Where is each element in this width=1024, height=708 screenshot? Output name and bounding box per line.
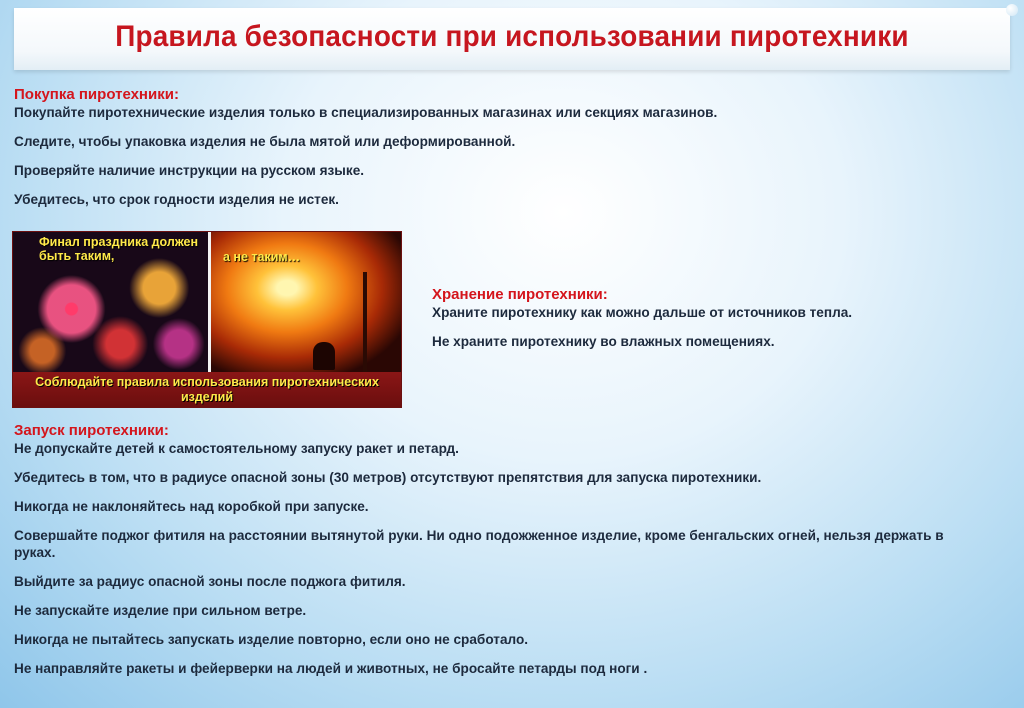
storage-section — [432, 286, 1012, 350]
launch-section — [14, 422, 1004, 677]
launch-item: Не запускайте изделие при сильном ветре. — [14, 603, 307, 618]
launch-item: Никогда не пытайтесь запускать изделие повторно, если оно не сработало. — [14, 632, 529, 647]
launch-item: Никогда не наклоняйтесь над коробкой при запуске. — [14, 499, 369, 514]
tree-silhouette — [363, 272, 367, 372]
launch-item: Не допускайте детей к самостоятельному запуску ракет и петард. — [14, 441, 459, 456]
purchase-item: Убедитесь, что срок годности изделия не истек. — [14, 192, 339, 207]
image-caption-left: Финал праздника должен быть таким, — [39, 235, 199, 263]
storage-item: Храните пиротехнику как можно дальше от источников тепла. — [432, 305, 853, 320]
fireworks-warning-image — [12, 231, 402, 408]
title-bar — [14, 8, 1010, 70]
launch-heading: Запуск пиротехники: — [14, 422, 169, 439]
image-caption-right: а не таким… — [223, 250, 301, 264]
page-title: Правила безопасности при использовании пиротехники — [115, 20, 909, 53]
launch-item: Не направляйте ракеты и фейерверки на людей и животных, не бросайте петарды под ноги . — [14, 661, 648, 676]
purchase-section — [14, 86, 1004, 208]
purchase-item: Проверяйте наличие инструкции на русском языке. — [14, 163, 365, 178]
storage-heading: Хранение пиротехники: — [432, 286, 608, 303]
purchase-item: Следите, чтобы упаковка изделия не была мятой или деформированной. — [14, 134, 516, 149]
launch-item: Убедитесь в том, что в радиусе опасной зоны (30 метров) отсутствуют препятствия для запуска пиротехники. — [14, 470, 762, 485]
people-silhouette — [313, 342, 335, 370]
storage-item: Не храните пиротехнику во влажных помещениях. — [432, 334, 775, 349]
purchase-heading: Покупка пиротехники: — [14, 86, 179, 103]
image-banner: Соблюдайте правила использования пиротехнических изделий — [13, 372, 401, 407]
purchase-item: Покупайте пиротехнические изделия только в специализированных магазинах или секциях магазинов. — [14, 105, 718, 120]
launch-item: Выйдите за радиус опасной зоны после поджога фитиля. — [14, 574, 406, 589]
corner-decoration — [1006, 4, 1018, 16]
launch-item: Совершайте поджог фитиля на расстоянии вытянутой руки. Ни одно подожженное изделие, кроме бенгальских огней, нельзя держать в руках. — [14, 528, 944, 560]
